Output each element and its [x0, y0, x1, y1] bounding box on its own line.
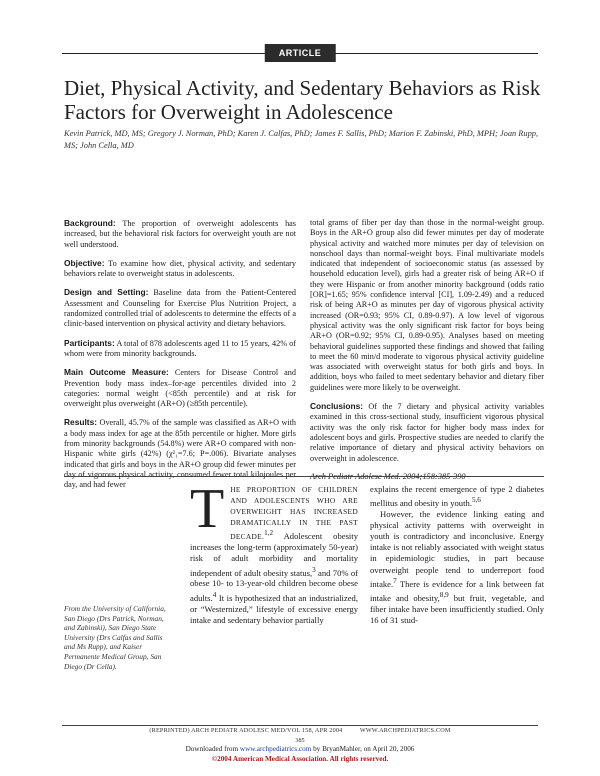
abstract-main-outcome [64, 367, 296, 409]
article-title: Diet, Physical Activity, and Sedentary Behaviors as Risk Factors for Overweight in Adolescence [64, 76, 541, 124]
download-suffix: by BryanMahler, on April 20, 2006 [311, 745, 415, 753]
body-text: Adolescent obesity increases the long-term (approximately 50-year) risk of adult morbidity and mortality independent of adult obesity status, [190, 531, 358, 578]
body-text: It is hypothesized that an industrialized, or “Westernized,” lifestyle of excessive energy intake and sedentary behavior partially [190, 592, 358, 625]
drop-cap: T [190, 478, 225, 540]
reference[interactable]: 7 [393, 576, 397, 585]
body-paragraph [370, 484, 544, 509]
body-column-right [370, 484, 544, 626]
body-text: However, the evidence linking eating and physical activity patterns with overweight in youth is contradictory and inconclusive. Energy intake is not reliably associated with weight status in epidemiologic studies, in part because overweight people tend to underreport food intake. [370, 509, 544, 589]
article-banner [62, 44, 538, 62]
abstract-text: To examine how diet, physical activity, and sedentary behaviors relate to overweight status in adolescents. [64, 258, 296, 279]
abstract-results [64, 417, 296, 490]
abstract-results-continued: total grams of fiber per day than those in the normal-weight group. Boys in the AR+O group also did fewer minutes per day of moderate physical activity and watched more minutes per day of television on nonschool days than normal-weight boys. Final multivariate models indicated that independent of socioeconomic status (as assessed by household education level), girls had a greater risk of being AR+O if they were Hispanic or from another minority background (odds ratio [OR]=1.65; 95% confidence interval [CI], 1.09-2.49) and a reduced risk of being AR+O as minutes per day of vigorous physical activity increased (OR=0.93; 95% CI, 0.89-0.97). A low level of vigorous physical activity was the only significant risk factor for boys being AR+O (OR=0.92; 95% CI, 0.89-0.95). Analyses based on meeting behavioral guidelines supported these findings and showed that failing to meet the 60 min/d moderate to vigorous physical activity guideline was associated with overweight status for both girls and boys. In addition, boys who failed to meet sedentary behavior and dietary fiber guidelines were more likely to be overweight. [310, 218, 544, 392]
abstract-participants [64, 338, 296, 360]
abstract-label: Participants: [64, 337, 115, 348]
abstract-text: The proportion of overweight adolescents has increased, but the behavioral risk factors for overweight youth are not well understood. [64, 219, 296, 249]
abstract-text: Centers for Disease Control and Prevention body mass index–for-age percentiles divided into 2 categories: normal weight (<85th percentile) and at risk for overweight plus overweight (AR+O) (≥85th percentile). [64, 368, 296, 409]
download-link[interactable]: www.archpediatrics.com [239, 745, 312, 753]
body-text: and 70% of obese 10- to 13-year-old children become obese adults. [190, 567, 359, 603]
abstract-left-column [64, 218, 296, 499]
abstract-text: Overall, 45.7% of the sample was classified as AR+O with a body mass index for age at the 85th percentile or higher. More girls from minority backgrounds (54.8%) were AR+O compared with non-Hispanic white girls (42%) (χ²₁=7.6; P=.006). Bivariate analyses indicated that girls and boys in the AR+O group did fewer minutes per day of vigorous physical activity, consumed fewer total kilojoules per day, and had fewer [64, 418, 297, 490]
body-column-middle [190, 478, 359, 626]
abstract-right-column [310, 218, 544, 481]
page-number: 385 [295, 737, 305, 744]
abstract-label: Results: [64, 417, 98, 428]
body-text: There is evidence for a link between fat intake and obesity, [370, 578, 544, 603]
abstract-label: Background: [64, 218, 116, 228]
journal-footer [0, 727, 600, 734]
lead-text: HE PROPORTION OF CHILDREN AND ADOLESCENTS WHO ARE OVERWEIGHT HAS INCREASED DRAMATICALLY IN THE PAST DECADE. [230, 485, 358, 542]
abstract-label: Objective: [64, 257, 105, 268]
section-label: ARTICLE [265, 44, 336, 62]
download-notice [0, 745, 600, 753]
reference[interactable]: 1,2 [264, 529, 274, 538]
reference[interactable]: 5,6 [471, 496, 481, 505]
abstract-conclusions [310, 401, 544, 464]
journal-footer-text: (REPRINTED) ARCH PEDIATR ADOLESC MED/VOL 158, APR 2004 WWW.ARCHPEDIATRICS.COM [149, 727, 451, 734]
download-prefix: Downloaded from [185, 745, 240, 753]
footer-rule [62, 725, 538, 726]
abstract-label: Design and Setting: [64, 287, 149, 298]
author-list: Kevin Patrick, MD, MS; Gregory J. Norman, PhD; Karen J. Calfas, PhD; James F. Sallis, PhD; Marion F. Zabinski, PhD, MPH; Joan Rupp, MS; John Cella, MD [64, 129, 539, 150]
abstract-objective [64, 258, 296, 280]
section-divider [64, 476, 544, 477]
copyright-notice: ©2004 American Medical Association. All rights reserved. [211, 755, 389, 763]
abstract-design [64, 287, 296, 329]
journal-citation: Arch Pediatr Adolesc Med. 2004;158:385-390 [310, 471, 466, 481]
abstract-text: A total of 878 adolescents aged 11 to 15 years, 42% of whom were from minority backgrounds. [64, 338, 296, 358]
abstract-text: Of the 7 dietary and physical activity variables examined in this cross-sectional study, insufficient vigorous physical activity was the only risk factor for higher body mass index for adolescent boys and girls. Prospective studies are needed to clarify the relative importance of dietary and physical activity behaviors on overweight in adolescence. [310, 402, 545, 463]
reference[interactable]: 8,9 [439, 590, 449, 599]
abstract-label: Main Outcome Measure: [64, 367, 169, 378]
author-affiliation: From the University of California, San Diego (Drs Patrick, Norman, and Zabinski), San Diego State University (Drs Calfas and Sallis and Ms Rupp), and Kaiser Permanente Medical Group, San Diego (Dr Cella). [64, 604, 166, 671]
body-text: but fruit, vegetable, and fiber intake have been insufficiently studied. Only 16 of 31 stud- [370, 592, 544, 625]
abstract-label: Conclusions: [310, 401, 364, 412]
abstract-text: Baseline data from the Patient-Centered Assessment and Counseling for Exercise Plus Nutrition Project, a randomized controlled trial of adolescents to determine the effects of a clinic-based intervention on physical activity and dietary behaviors. [64, 288, 297, 329]
body-paragraph [370, 509, 544, 626]
abstract-background [64, 218, 296, 250]
body-text: explains the recent emergence of type 2 diabetes mellitus and obesity in youth. [370, 484, 544, 508]
reference[interactable]: 3 [312, 565, 316, 574]
reference[interactable]: 4 [212, 590, 217, 599]
